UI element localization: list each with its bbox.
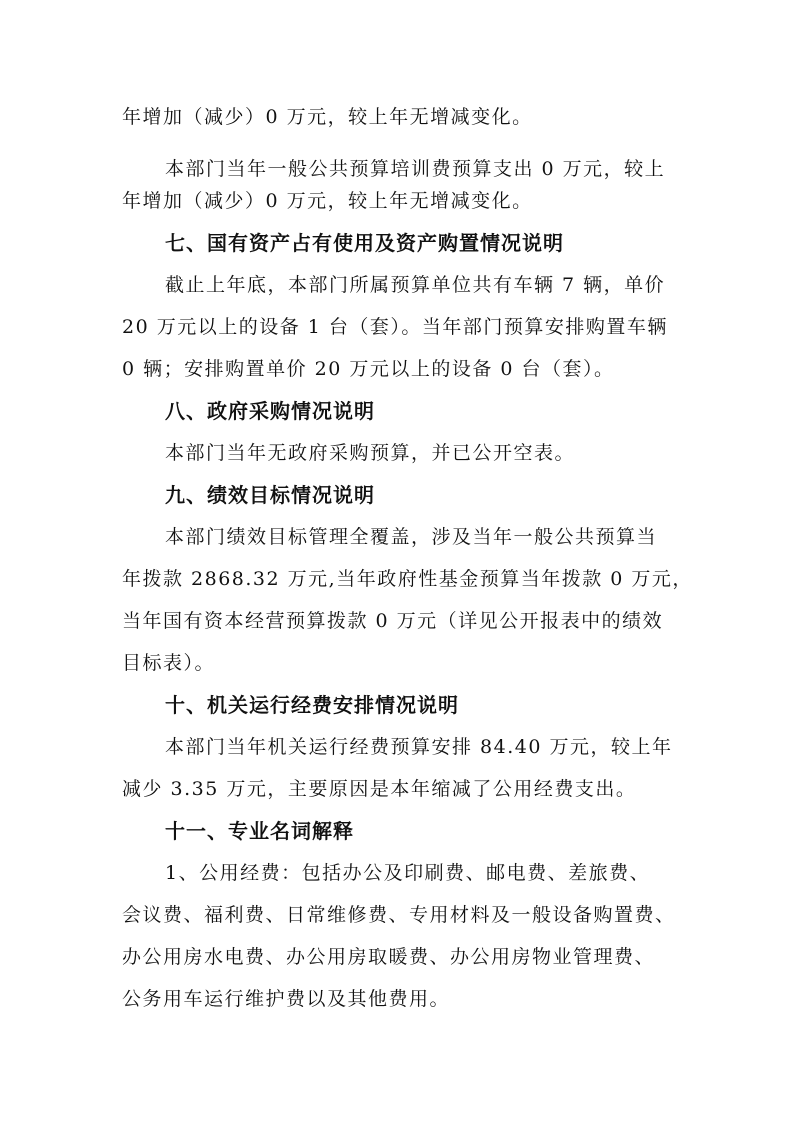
paragraph-line: 公务用车运行维护费以及其他费用。 xyxy=(122,988,451,1010)
paragraph-line: 目标表）。 xyxy=(122,652,216,674)
paragraph-line: 截止上年底，本部门所属预算单位共有车辆 7 辆，单价 xyxy=(165,274,666,296)
paragraph-line: 20 万元以上的设备 1 台（套）。当年部门预算安排购置车辆 xyxy=(122,316,668,338)
paragraph-line: 0 辆；安排购置单价 20 万元以上的设备 0 台（套）。 xyxy=(122,358,615,380)
paragraph-line: 本部门绩效目标管理全覆盖，涉及当年一般公共预算当 xyxy=(165,526,658,548)
paragraph-line: 会议费、福利费、日常维修费、专用材料及一般设备购置费、 xyxy=(122,904,676,926)
paragraph-line: 1、公用经费：包括办公及印刷费、邮电费、差旅费、 xyxy=(165,862,651,884)
section-heading-11: 十一、专业名词解释 xyxy=(165,819,354,843)
section-heading-9: 九、绩效目标情况说明 xyxy=(165,483,375,507)
paragraph-line: 年拨款 2868.32 万元,当年政府性基金预算当年拨款 0 万元， xyxy=(122,568,693,590)
paragraph-line: 本部门当年机关运行经费预算安排 84.40 万元，较上年 xyxy=(165,736,673,758)
paragraph-line: 当年国有资本经营预算拨款 0 万元（详见公开报表中的绩效 xyxy=(122,610,664,632)
paragraph-line: 本部门当年一般公共预算培训费预算支出 0 万元，较上 xyxy=(165,158,666,180)
section-heading-7: 七、国有资产占有使用及资产购置情况说明 xyxy=(165,231,564,255)
section-heading-10: 十、机关运行经费安排情况说明 xyxy=(165,693,459,717)
paragraph-line: 减少 3.35 万元，主要原因是本年缩减了公用经费支出。 xyxy=(122,778,637,800)
paragraph-line: 年增加（减少）0 万元，较上年无增减变化。 xyxy=(122,106,533,128)
section-heading-8: 八、政府采购情况说明 xyxy=(165,399,375,423)
paragraph-line: 本部门当年无政府采购预算，并已公开空表。 xyxy=(165,442,576,464)
paragraph-line: 办公用房水电费、办公用房取暖费、办公用房物业管理费、 xyxy=(122,946,656,968)
paragraph-line: 年增加（减少）0 万元，较上年无增减变化。 xyxy=(122,190,533,212)
